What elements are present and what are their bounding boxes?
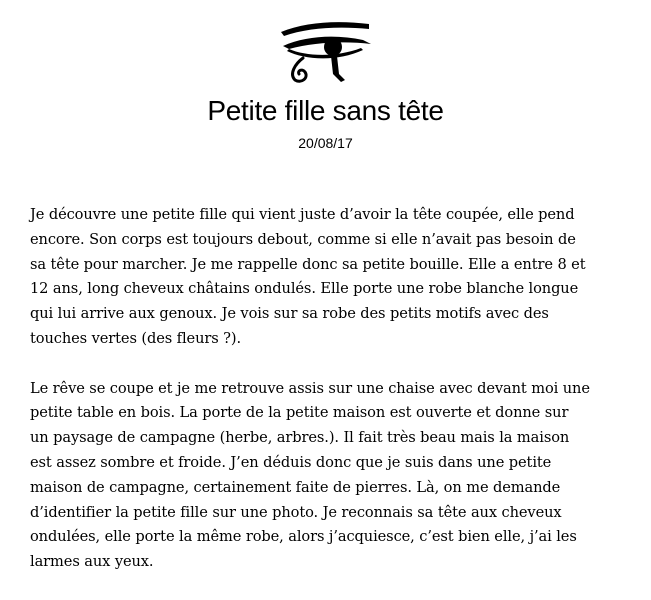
text-line: larmes aux yeux. [30, 553, 154, 571]
page-title: Petite fille sans tête [207, 95, 444, 126]
paragraph [30, 203, 630, 352]
text-line: sa tête pour marcher. Je me rappelle donc sa petite bouille. Elle a entre 8 et [30, 255, 586, 273]
text-line: d’identifier la petite fille sur une photo. Je reconnais sa tête aux cheveux [30, 503, 562, 521]
text-line: est assez sombre et froide. J’en déduis donc que je suis dans une petite [30, 453, 552, 471]
text-line: petite table en bois. La porte de la petite maison est ouverte et donne sur [30, 404, 569, 422]
text-line: ondulées, elle porte la même robe, alors j’acquiesce, c’est bien elle, j’ai les [30, 528, 577, 546]
eye-of-horus-icon [275, 16, 375, 86]
text-line: 12 ans, long cheveux châtains ondulés. Elle porte une robe blanche longue [30, 280, 579, 298]
text-line: un paysage de campagne (herbe, arbres.). Il fait très beau mais la maison [30, 429, 570, 447]
text-line: Le rêve se coupe et je me retrouve assis sur une chaise avec devant moi une [30, 379, 590, 397]
paragraph [30, 377, 630, 575]
text-line: encore. Son corps est toujours debout, comme si elle n’avait pas besoin de [30, 230, 576, 248]
post-date: 20/08/17 [298, 135, 353, 151]
text-line: qui lui arrive aux genoux. Je vois sur sa robe des petits motifs avec des [30, 305, 549, 323]
text-line: Je découvre une petite fille qui vient juste d’avoir la tête coupée, elle pend [30, 206, 575, 223]
text-line: maison de campagne, certainement faite de pierres. Là, on me demande [30, 478, 561, 496]
text-line: touches vertes (des fleurs ?). [30, 329, 242, 347]
article-body [30, 203, 630, 600]
